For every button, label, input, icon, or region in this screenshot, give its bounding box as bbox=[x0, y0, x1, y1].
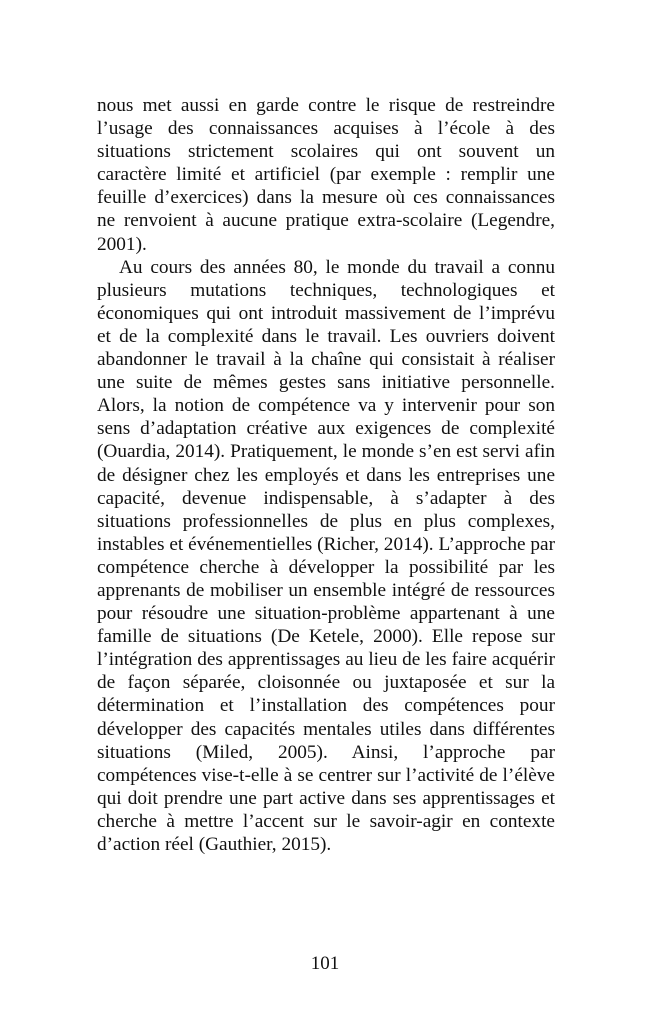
body-text bbox=[97, 94, 555, 856]
paragraph-competence-approach: Au cours des années 80, le monde du travail a connu plusieurs mutations techniques, technologiques et économiques qui ont introduit massivement de l’imprévu et de la complexité dans le travail. Les ouvriers doivent abandonner le travail à la chaîne qui consistait à réaliser une suite de mêmes gestes sans initiative personnelle. Alors, la notion de compétence va y intervenir pour son sens d’adaptation créative aux exigences de complexité (Ouardia, 2014). Pratiquement, le monde s’en est servi afin de désigner chez les employés et dans les entreprises une capacité, devenue indispensable, à s’adapter à des situations professionnelles de plus en plus complexes, instables et événementielles (Richer, 2014). L’approche par compétence cherche à développer la possibilité par les apprenants de mobiliser un ensemble intégré de ressources pour résoudre une situation-problème appartenant à une famille de situations (De Ketele, 2000). Elle repose sur l’intégration des apprentissages au lieu de les faire acquérir de façon séparée, cloisonnée ou juxtaposée et sur la détermination et l’installation des compétences pour développer des capacités mentales utiles dans différentes situations (Miled, 2005). Ainsi, l’approche par compétences vise-t-elle à se centrer sur l’activité de l’élève qui doit prendre une part active dans ses apprentissages et cherche à mettre l’accent sur le savoir-agir en contexte d’action réel (Gauthier, 2015). bbox=[97, 256, 555, 855]
page-number: 101 bbox=[310, 953, 340, 974]
paragraph-continuation: nous met aussi en garde contre le risque de restreindre l’usage des connaissances acquises à l’école à des situations strictement scolaires qui ont souvent un caractère limité et artificiel (par exemple : remplir une feuille d’exercices) dans la mesure où ces connaissances ne renvoient à aucune pratique extra-scolaire (Legendre, 2001). bbox=[97, 95, 555, 255]
